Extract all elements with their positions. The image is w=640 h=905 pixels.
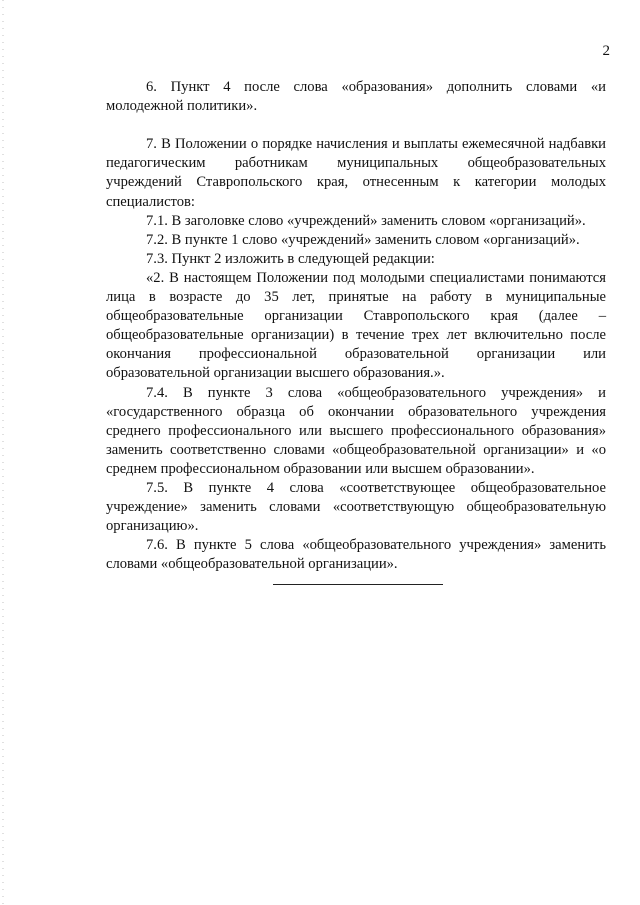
document-body [106,78,606,574]
paragraph-7-5: 7.5. В пункте 4 слова «соответствующее общеобразовательное учреждение» заменить словами «соответствующую общеобразовательную организацию». [106,479,606,535]
page-number: 2 [602,43,610,59]
paragraph-7: 7. В Положении о порядке начисления и выплаты ежемесячной надбавки педагогическим работникам муниципальных общеобразовательных учреждений Ставропольского края, отнесенным к категории молодых специалистов: [106,136,606,210]
paragraph-7-4: 7.4. В пункте 3 слова «общеобразовательного учреждения» и «государственного образца об окончании образовательного учреждения среднего профессионального или высшего профессионального образования» заменить соответственно словами «общеобразовательной организации» и «о среднем профессиональном образовании или высшем образовании». [106,384,606,477]
paragraph-7-2: 7.2. В пункте 1 слово «учреждений» заменить словом «организаций». [146,231,580,248]
scan-margin-marks [2,0,4,905]
paragraph-6: 6. Пункт 4 после слова «образования» дополнить словами «и молодежной политики». [106,79,606,115]
paragraph-7-3-quote: «2. В настоящем Положении под молодыми специалистами понимаются лица в возрасте до 35 лет, принятые на работу в муниципальные общеобразовательные организации Ставропольского края (далее – общеобразовательные организации) в течение трех лет включительно после окончания профессиональной образовательной организации или образовательной организации высшего образования.». [106,269,606,382]
paragraph-7-6: 7.6. В пункте 5 слова «общеобразовательного учреждения» заменить словами «общеобразовательной организации». [106,537,606,573]
paragraph-7-1: 7.1. В заголовке слово «учреждений» заменить словом «организаций». [146,212,586,229]
closing-rule [273,584,443,585]
paragraph-7-3: 7.3. Пункт 2 изложить в следующей редакции: [146,250,435,267]
